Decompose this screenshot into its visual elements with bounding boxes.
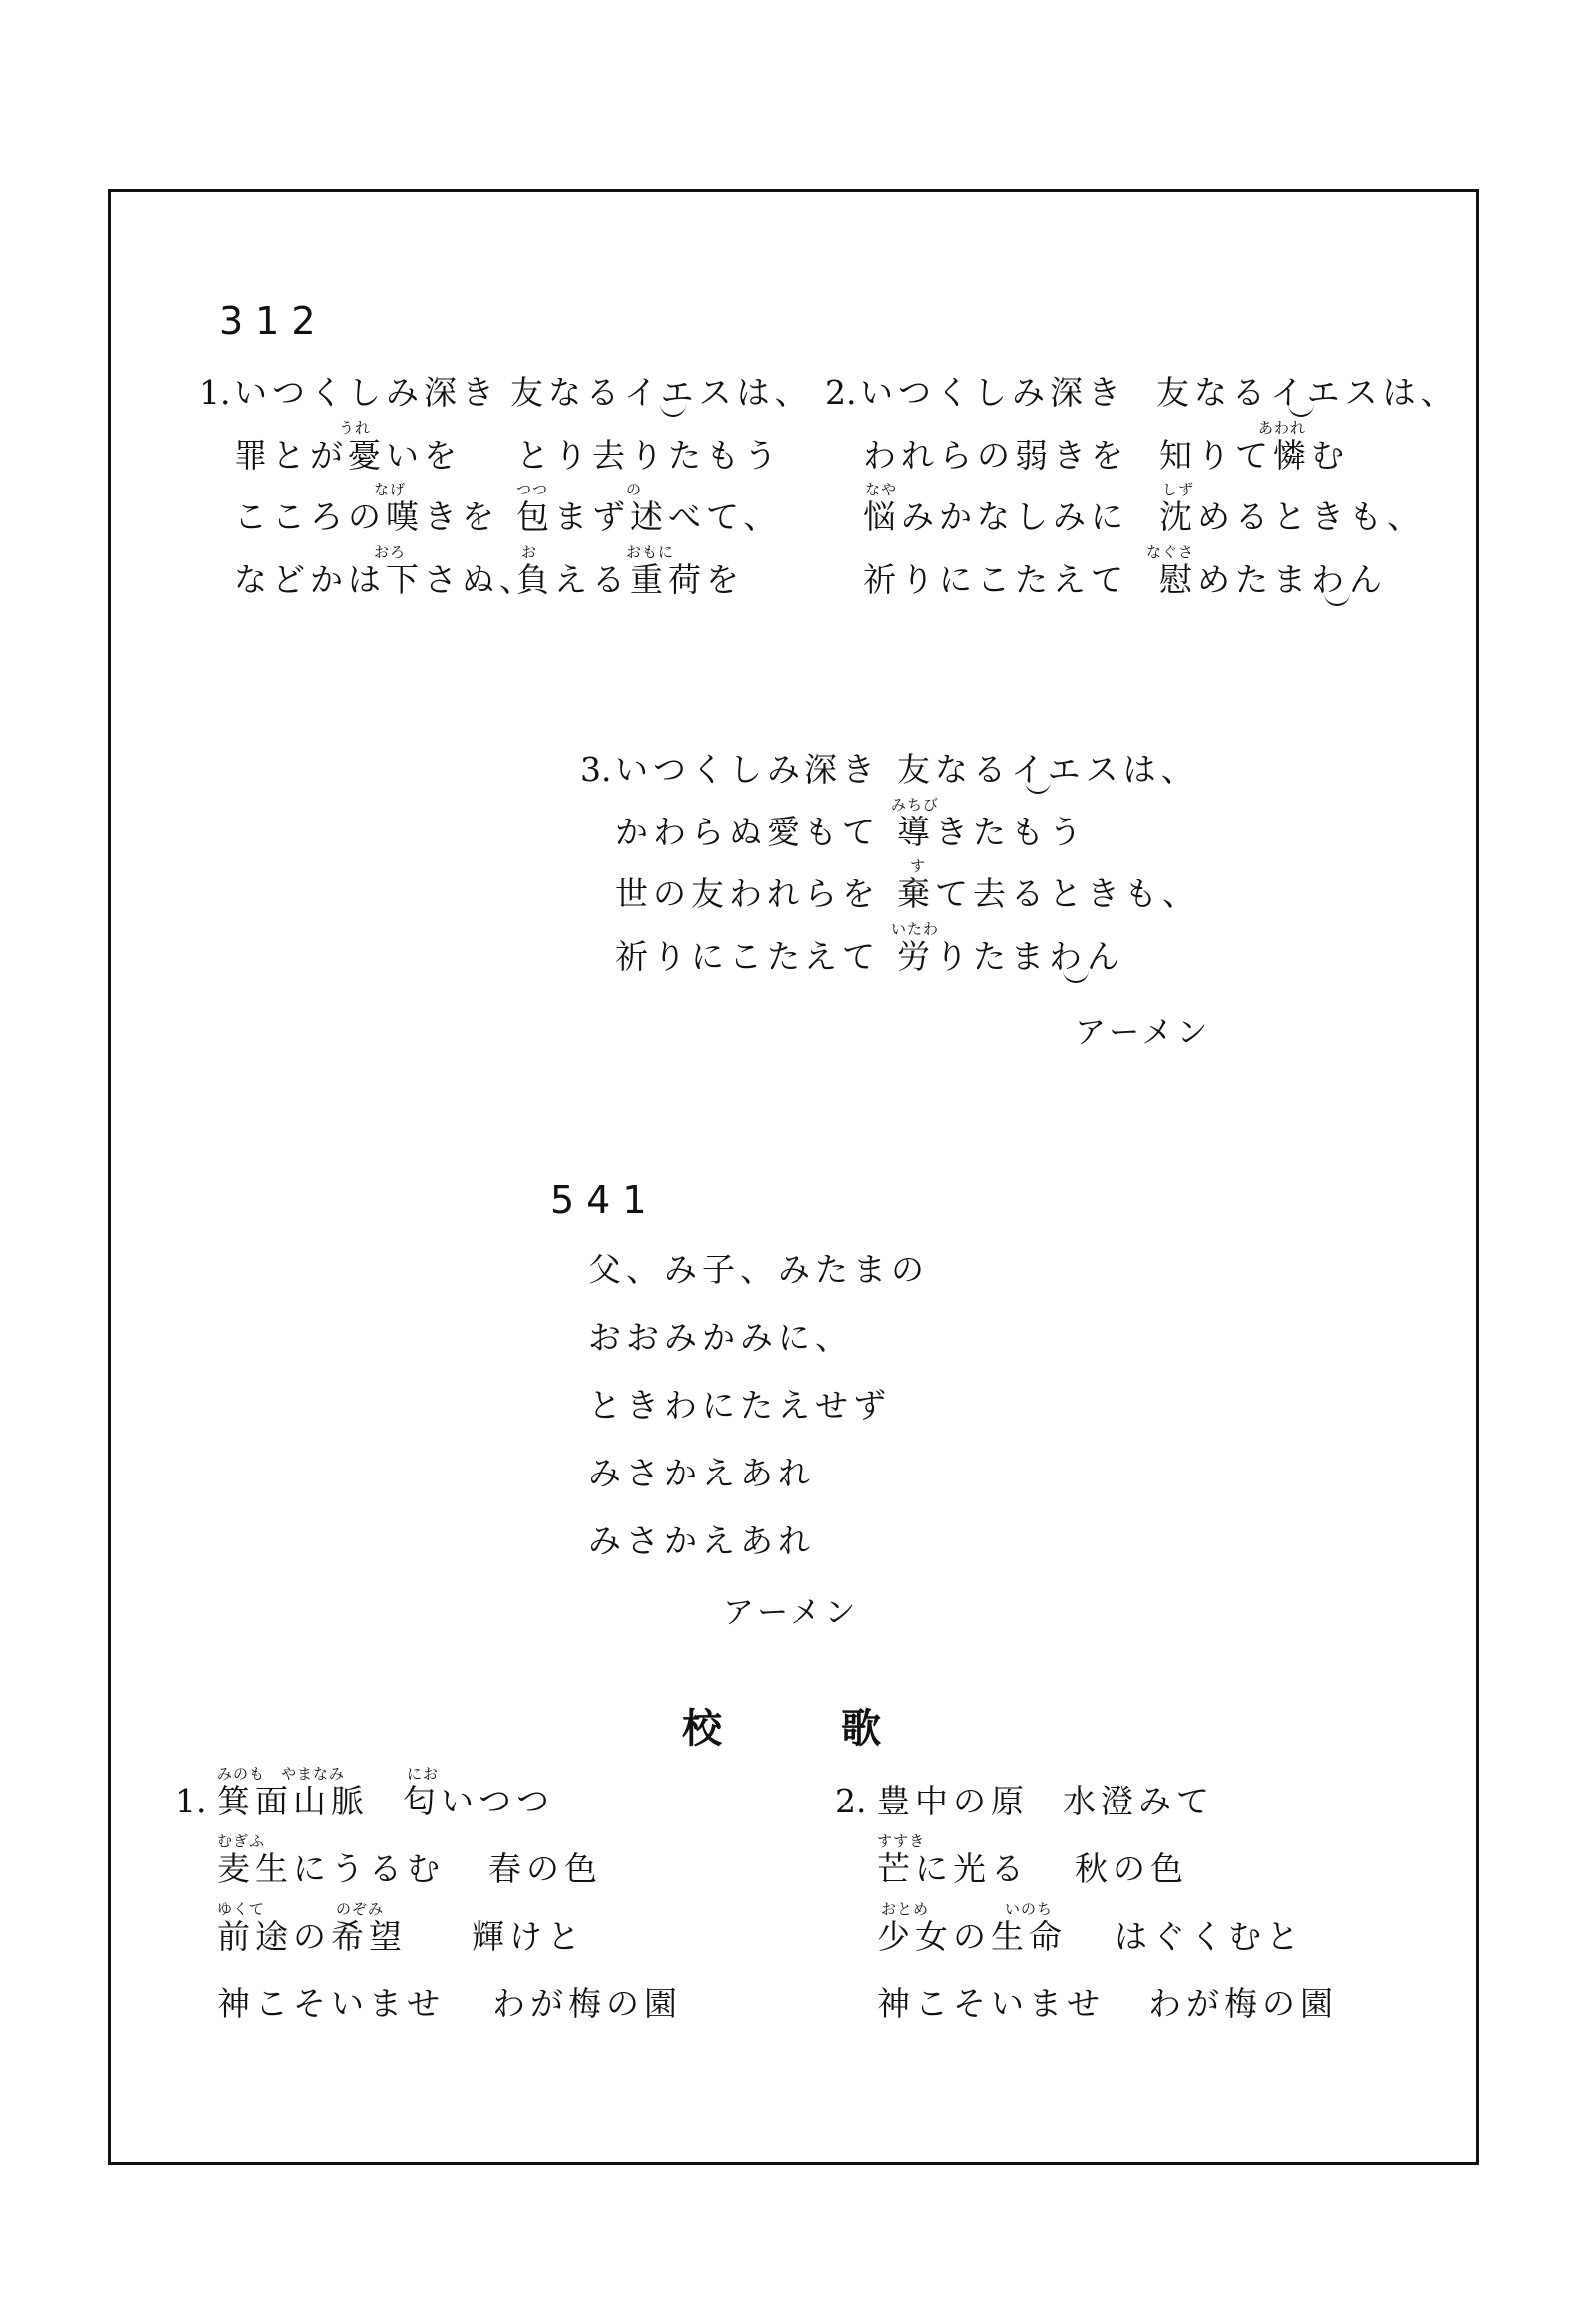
ruby-nagusa: なぐさ bbox=[1146, 543, 1195, 561]
ruby-nage: なげ bbox=[374, 481, 407, 498]
hymn-312-amen: アーメン bbox=[1075, 1015, 1212, 1051]
hymn-312-v2-line-2a: われらの弱きを bbox=[863, 436, 1128, 475]
hymn-541-line-4: みさかえあれ bbox=[588, 1454, 815, 1492]
hymn-312-v1-line-4a: などかは下さぬ、 bbox=[234, 560, 537, 599]
ruby-o: お bbox=[521, 543, 538, 561]
hymn-312-number: 312 bbox=[219, 299, 328, 343]
ruby-tsutsu: つつ bbox=[516, 481, 549, 498]
school-v1-line-2a: 麦生にうるむ bbox=[217, 1849, 445, 1888]
hymn-312-verse-3-number: 3. bbox=[580, 750, 612, 789]
hymn-312-v2-line-1b: 友なるイエスは、 bbox=[1156, 373, 1458, 412]
hymn-541-number: 541 bbox=[550, 1178, 659, 1222]
ruby-no: の bbox=[626, 481, 643, 498]
hymn-312-v2-line-4a: 祈りにこたえて bbox=[863, 560, 1128, 599]
ruby-yukute: ゆくて bbox=[217, 1900, 266, 1918]
school-v1-line-2b: 春の色 bbox=[488, 1849, 602, 1888]
hymn-312-v3-line-1a: いつくしみ深き bbox=[615, 750, 880, 789]
hymn-312-v1-line-1a: いつくしみ深き bbox=[234, 373, 499, 412]
hymn-312-v3-line-3b: 棄て去るときも、 bbox=[897, 874, 1200, 913]
school-v1-line-1b: 匂いつつ bbox=[403, 1782, 554, 1820]
hymn-541-line-1: 父、み子、みたまの bbox=[588, 1250, 929, 1289]
hymn-312-v1-line-3b: 包まず述べて、 bbox=[516, 497, 782, 536]
ruby-michibi: みちび bbox=[891, 796, 940, 814]
school-v1-line-1a: 箕面山脈 bbox=[217, 1782, 369, 1820]
hymn-312-v1-line-4b: 負える重荷を bbox=[516, 560, 744, 599]
ruby-nozomi: のぞみ bbox=[336, 1900, 385, 1918]
hymn-312-v3-line-4b: 労りたまわん bbox=[897, 937, 1124, 976]
ruby-oro: おろ bbox=[374, 543, 407, 561]
school-v2-line-1b: 水澄みて bbox=[1063, 1782, 1214, 1820]
ruby-susuki: すすき bbox=[877, 1832, 926, 1850]
school-v2-line-1a: 豊中の原 bbox=[877, 1782, 1029, 1820]
hymn-312-v2-line-3b: 沈めるときも、 bbox=[1159, 497, 1425, 536]
school-v2-line-2b: 秋の色 bbox=[1075, 1849, 1188, 1888]
school-v1-line-3a: 前途の希望 bbox=[217, 1917, 407, 1956]
hymn-312-v1-line-2a: 罪とが憂いを bbox=[234, 436, 462, 475]
hymn-312-v3-line-2a: かわらぬ愛もて bbox=[615, 813, 880, 851]
hymn-312-v3-line-1b: 友なるイエスは、 bbox=[897, 750, 1199, 789]
ruby-yamanami: やまなみ bbox=[281, 1765, 346, 1783]
hymn-312-v2-line-2b: 知りて憐む bbox=[1159, 436, 1349, 475]
school-v1-line-4a: 神こそいませ bbox=[217, 1984, 445, 2023]
ruby-su: す bbox=[910, 857, 927, 875]
hymn-312-v1-line-3a: こころの嘆きを bbox=[234, 497, 499, 536]
school-v2-line-2a: 芒に光る bbox=[877, 1849, 1029, 1888]
hymn-312-v1-line-1b: 友なるイエスは、 bbox=[510, 373, 812, 412]
hymn-312-v3-line-3a: 世の友われらを bbox=[615, 874, 880, 913]
school-v2-line-3b: はぐくむと bbox=[1115, 1917, 1304, 1956]
hymn-541-line-2: おおみかみに、 bbox=[588, 1318, 853, 1357]
hymn-312-v2-line-3a: 悩みかなしみに bbox=[863, 497, 1128, 536]
school-v2-line-3a: 少女の生命 bbox=[877, 1917, 1067, 1956]
school-song-verse-2-number: 2. bbox=[835, 1782, 867, 1820]
hymn-312-v2-line-1a: いつくしみ深き bbox=[860, 373, 1125, 412]
ruby-otome: おとめ bbox=[881, 1900, 930, 1918]
ruby-omoni: おもに bbox=[626, 543, 675, 561]
hymn-312-v3-line-4a: 祈りにこたえて bbox=[615, 937, 880, 976]
hymn-541-amen: アーメン bbox=[723, 1595, 860, 1631]
hymn-312-verse-1-number: 1. bbox=[199, 373, 231, 412]
hymn-312-v1-line-2b: とり去りたもう bbox=[516, 436, 782, 475]
ruby-shizu: しず bbox=[1162, 481, 1195, 498]
school-song-title: 校 歌 bbox=[682, 1706, 881, 1752]
hymn-312-verse-2-number: 2. bbox=[825, 373, 857, 412]
ruby-inochi: いのち bbox=[1005, 1900, 1054, 1918]
school-v2-line-4b: わが梅の園 bbox=[1148, 1984, 1338, 2023]
ruby-naya: なや bbox=[865, 481, 898, 498]
school-v1-line-4b: わが梅の園 bbox=[492, 1984, 682, 2023]
ruby-mugifu: むぎふ bbox=[217, 1832, 266, 1850]
ruby-ure: うれ bbox=[339, 419, 372, 437]
ruby-minomo: みのも bbox=[217, 1765, 266, 1783]
hymn-312-v2-line-4b: 慰めたまわん bbox=[1159, 560, 1387, 599]
school-song-verse-1-number: 1. bbox=[175, 1782, 207, 1820]
ruby-nio: にお bbox=[407, 1765, 440, 1783]
hymn-541-line-5: みさかえあれ bbox=[588, 1521, 815, 1560]
hymn-541-line-3: ときわにたえせず bbox=[588, 1386, 891, 1425]
ruby-itawa: いたわ bbox=[891, 920, 940, 938]
school-v1-line-3b: 輝けと bbox=[472, 1917, 585, 1956]
ruby-aware: あわれ bbox=[1258, 419, 1307, 437]
school-v2-line-4a: 神こそいませ bbox=[877, 1984, 1105, 2023]
hymn-312-v3-line-2b: 導きたもう bbox=[897, 813, 1087, 851]
